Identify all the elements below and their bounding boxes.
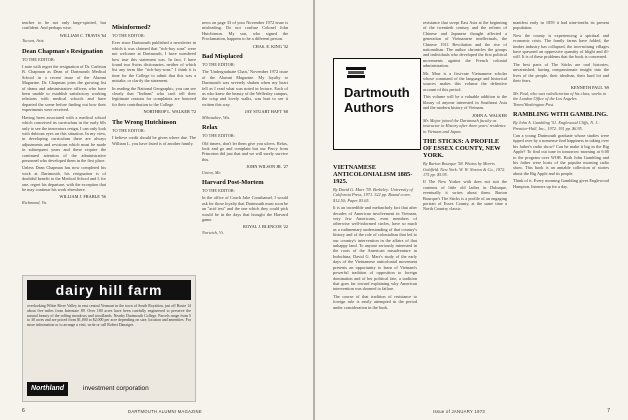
right-page-number: 7 xyxy=(607,408,610,414)
column-text: Can a young Dartmouth graduate whose studies were tipped over by a nonsense find happiness in taking over his father's radio show? Can he make it big in the Big Apple? To find out tune in tomorrow morning at 6:00 to the program over WOR. Both John Gambling and his father were hosts of the popular morning radio show. This book is an amiable collection of stories about the Big Apple and its people. xyxy=(513,132,609,176)
column-text: In reading the National Geographic, you can see clearly that "Indians" who can't tell their legitimate reasons for complaints are honored for their contribution to the College. xyxy=(112,85,196,107)
column-head: RAMBLING WITH GAMBLING. xyxy=(513,111,608,119)
column-head: Relax xyxy=(202,124,218,132)
left-col-2 xyxy=(112,20,196,275)
column-place: Richmond, Va. xyxy=(22,199,47,205)
column-sign: ROYAL J. BLENCOE '22 xyxy=(242,224,288,230)
northland-tagline: investment corporation xyxy=(83,385,149,392)
column-head: The Wrong Hutchinson xyxy=(112,118,177,126)
column-text: This volume will be a valuable addition to the library of anyone interested in Southeast Asia and the modern history of Vietnam. xyxy=(423,94,507,111)
column-sign: NORTHROP L. WALKER '72 xyxy=(143,109,196,115)
column-place: Norwich, Vt. xyxy=(202,229,224,235)
dairy-hill-farm-ad[interactable] xyxy=(22,275,196,402)
left-page xyxy=(0,0,313,420)
column-sign: JOHN A. WALKER xyxy=(472,112,507,118)
column-text: teacher to be not only large-spirited, but confident. And perhaps wise. xyxy=(22,20,106,31)
box-title-line-1: Dartmouth xyxy=(344,85,410,100)
box-title xyxy=(344,85,414,115)
column-place: Mr. Paul, who was valedictorian of his class, works in the London Office of the Los Angeles Times/Washington Post. xyxy=(513,90,607,107)
column-head: THE STICKS: A PROFILE OF ESSEX COUNTY, NEW YORK. xyxy=(423,138,501,160)
column-place: By Barton Bourque '58. Photos by Morris Goldfeld. New York: W. W. Norton & Co., 1972. 175 pp. $5.95. xyxy=(423,161,506,177)
northland-brand: Northland xyxy=(27,382,68,396)
left-col-3 xyxy=(202,20,288,400)
column-place: Tucson, Ariz. xyxy=(22,38,45,44)
column-text: In the office of Coach Jake Crouthamel, I would ask for those loyalty that Dartmouth must soon be an "acid test" and the one which they could pick would be in the days that brought the Harvard game. xyxy=(202,195,288,222)
column-head: Bad Misplaced xyxy=(202,53,243,61)
column-sign: KENNETH PAUL '69 xyxy=(570,85,609,91)
column-place: Milwaukee, Wis. xyxy=(202,114,231,120)
book-stack-icon xyxy=(344,63,368,81)
column-text: If The New Yorker with does not suit the contents of little old ladies in Dubuque, eventually it writes about them. Barton Bourque's The Sticks is a profile of an engaging portrait of Essex County, at the same time a North Country classic. xyxy=(423,179,507,212)
column-text: The 'Undergraduate Chair,' November 1972 issue of the Alumni Magazine. My loyalty to Dartmouth was severely shaken when my heart fell as I read what was noted in lecture. Each of us who knew the beauty of the Wellesley campus, the crisp and lovely walks, was hurt to see it written this way. xyxy=(202,69,288,107)
column-sign: WILLIAM C. TRAVIS '64 xyxy=(59,32,106,38)
column-text: TO THE EDITOR: xyxy=(112,127,145,133)
ad-body: overlooking White River Valley in east central Vermont in the town of South Royalton, just off Route 14 about five miles from Interstate 89. Over 180 acres have been carefully engineered to preserve the natural beauty of the rolling meadows and woodlands. Nearby Dartmouth College. Parcels range from 5 to 30 acres and are priced from $1,000 to $2,000 per acre depending on size, location and amenities. For more information or to arrange a visit, write or call Robert Danziger. xyxy=(27,304,191,328)
column-text: TO THE EDITOR: xyxy=(22,56,55,62)
ad-logo xyxy=(27,382,191,396)
column-head: Harvard Post-Mortem xyxy=(202,178,264,186)
right-col-2 xyxy=(423,20,507,400)
column-text: manifest early in 1859 it had nine-tenths its present population. xyxy=(513,20,609,31)
right-col-1 xyxy=(333,160,417,400)
column-text: TO THE EDITOR: xyxy=(202,62,235,68)
right-footer: Issue of JANUARY 1973 xyxy=(433,409,486,414)
column-text: Having been associated with a medical school which conceived its curriculum in the early 60s only to see the innovators resign, I can only look with dubious eyes on this situation. In my view, in developing curriculum there are always adjustments and revisions which must be made in subsequent years and these require the continued attention of the administrative personnel who developed them in the first place. xyxy=(22,114,106,163)
column-sign: CHAS. E. KING '32 xyxy=(252,43,288,49)
column-text: The best parts of The Sticks are oral histories, unvarnished, having compassionate insight into the lives of the people, their idealism, their hard lot and their fears. xyxy=(513,61,609,84)
box-title-line-2: Authors xyxy=(344,100,394,115)
column-place: Mr. Major joined the Dartmouth faculty as instructor in History after three years' residence in Vietnam and Japan. xyxy=(423,117,506,134)
column-text: Mr. Marr is a first-rate Vietnamese scholar whose command of the language and historical sources makes this volume the definitive account of this period. xyxy=(423,70,507,92)
column-text: Old timers, don't let them give you ulcers. Relax, look and go and complain but our Percy from Princeton did just that and we will surely survive this. xyxy=(202,140,288,162)
column-sign: JOHN WILSON JR. '27 xyxy=(246,164,288,170)
column-text: Ever since Dartmouth published a newsletter in which it was claimed that "rich-boy sons" were not welcome at Dartmouth, I have wondered how true this statement was. In fact, I have found two Swiss dictionaries, neither of which list any term like "rich-boy-sons." I think it is time for the College to admit that this was a mistake, or clarify the statement. xyxy=(112,40,196,84)
dartmouth-authors-box xyxy=(333,58,421,150)
column-text: TO THE EDITOR: xyxy=(112,33,145,38)
column-place: By David G. Marr '59. Berkeley: University of California Press, 1971. 322 pp. Bound cover, $12.50; Paper $3.65. xyxy=(333,187,413,203)
left-page-number: 6 xyxy=(22,408,25,414)
column-text: Now the county is experiencing a spiritual and economic crisis. The family farms have folded, the timber industry has collapsed, the iron-mining villages have spawned an oppressive quantity of blight and ill-will. It is of these problems that the book is concerned. xyxy=(513,32,609,60)
column-text: news on page 33 of your November 1972 issue is misleading. Do not confuse Colonel John Hutchinson. My son, who signed the Proclamation, happens to be a different person. xyxy=(202,20,288,42)
right-col-3 xyxy=(513,20,609,400)
column-text: Unless Dean Chapman has now completed his work at Dartmouth, his resignation is of doubtful benefit to the Medical School and I, for one, regret his departure, with the exception that he may continue his work elsewhere. xyxy=(22,165,106,192)
column-text: TO THE EDITOR: xyxy=(202,133,235,139)
column-place: Union, Me. xyxy=(202,169,222,175)
column-place: By John A. Gambling '51. Englewood Cliffs, N. J.: Prentice-Hall, Inc., 1972. 191 pp. $6.95. xyxy=(513,120,600,131)
column-text: I believe credit should be given where due. The William L. you have listed is of another family. xyxy=(112,135,196,146)
column-head: VIETNAMESE ANTICOLONIALISM 1885-1925. xyxy=(333,164,413,185)
column-head: Misinformed? xyxy=(112,24,151,31)
left-footer: DARTMOUTH ALUMNI MAGAZINE xyxy=(128,409,202,414)
column-sign: WILLIAM J. FRABLE '56 xyxy=(59,194,106,200)
column-text: The course of that tradition of resistance to foreign rule is easily attempted in the period under consideration in the book. xyxy=(333,293,417,310)
column-text: TO THE EDITOR: xyxy=(202,187,235,193)
column-text: I note with regret the resignation of Dr. Carleton B. Chapman as Dean of Dartmouth Medical School in a recent issue of the Alumni Magazine. Dr. Chapman joins the growing list of deans and administrative officers who have been unable to establish satisfactory working relations with medical schools and have departed the scene before finding out how their experiments were received. xyxy=(22,64,106,113)
ad-title: dairy hill farm xyxy=(27,280,191,300)
column-sign: JAY STUART HAFT '68 xyxy=(244,109,288,115)
column-text: Think of it. Every morning Gambling gives Englewood Hampton, listeners up for a day. xyxy=(513,178,609,189)
column-head: Dean Chapman's Resignation xyxy=(22,47,103,55)
column-text: resistance that swept East Asia at the beginning of the twentieth century and the reform of Chinese and Japanese thought affected a generation of Vietnamese intellectuals, the Chinese 1911 Revolution and the rise of nationalism. The author chronicles the groups and individuals who developed the first political movements against the French colonial administration. xyxy=(423,20,507,69)
column-text: It is an incredible and melancholy fact that after decades of American involvement in Vietnam, very few Americans, even members of otherwise well-informed circles, have so much as a rudimentary understanding of that country's history and of the role of colonialism that led to our country's intervention in the affairs of that unhappy land. To anyone seriously interested in the roots of the American misadventure in Indochina, David G. Marr's study of the early days of the Vietnamese anticolonial movement presents an opportunity to learn of Vietnam's powerful tradition of opposition to foreign domination and of her political fate, a tradition that goes far toward explaining why American intervention was doomed to failure. xyxy=(333,205,417,292)
